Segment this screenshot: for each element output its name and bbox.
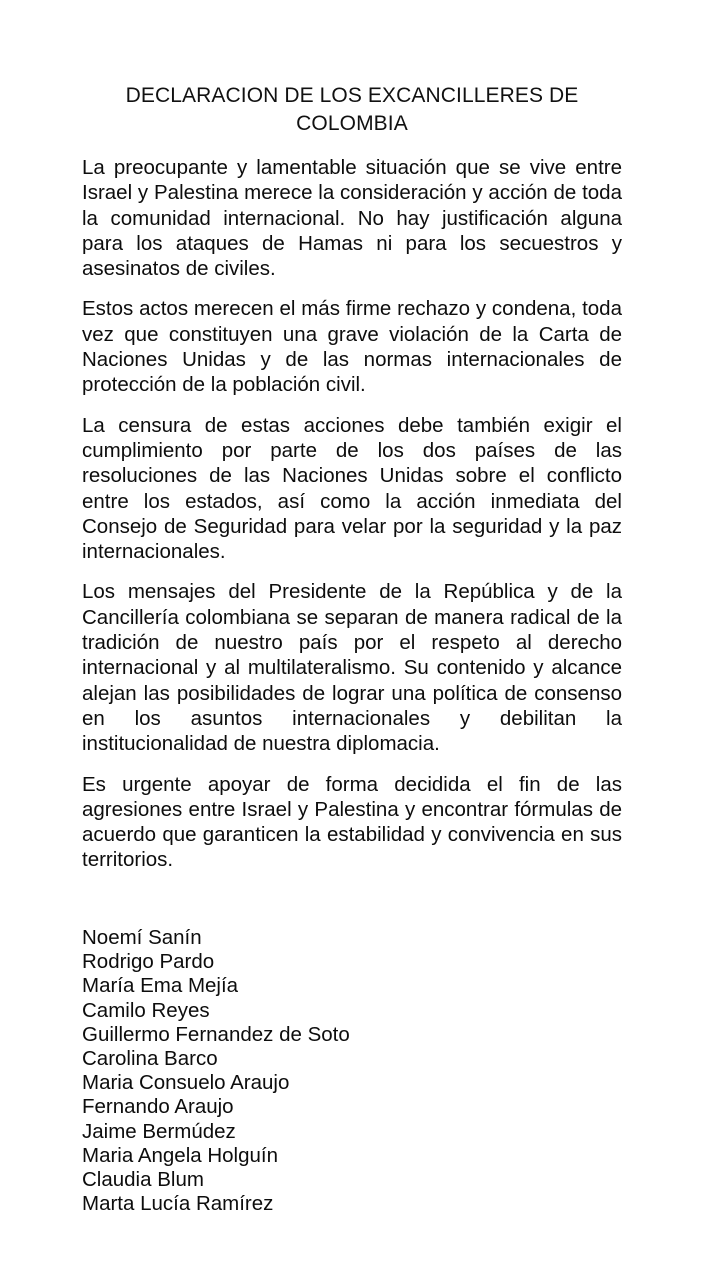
list-item: Carolina Barco [82, 1047, 218, 1071]
signatory-list [82, 926, 622, 1216]
list-item: Guillermo Fernandez de Soto [82, 1022, 350, 1046]
list-item: Maria Consuelo Araujo [82, 1071, 290, 1095]
paragraph: Los mensajes del Presidente de la República y de la Cancillería colombiana se separan de manera radical de la tradición de nuestro país por el respeto al derecho internacional y al multilateralismo. Su contenido y alcance alejan las posibilidades de lograr una política de consenso en los asuntos internacionales y debilitan la institucionalidad de nuestra diplomacia. [82, 580, 622, 756]
list-item: Camilo Reyes [82, 998, 210, 1022]
page-title: DECLARACION DE LOS EXCANCILLERES DE COLOMBIA [125, 84, 579, 135]
paragraph: La censura de estas acciones debe también exigir el cumplimiento por parte de los dos países de las resoluciones de las Naciones Unidas sobre el conflicto entre los estados, así como la acción inmediata del Consejo de Seguridad para velar por la seguridad y la paz internacionales. [82, 413, 622, 564]
paragraph: Estos actos merecen el más firme rechazo y condena, toda vez que constituyen una grave violación de la Carta de Naciones Unidas y de las normas internacionales de protección de la población civil. [82, 297, 622, 397]
document-body [82, 155, 622, 873]
list-item: María Ema Mejía [82, 974, 239, 998]
list-item: Fernando Araujo [82, 1095, 234, 1119]
list-item: Jaime Bermúdez [82, 1119, 236, 1143]
list-item: Maria Angela Holguín [82, 1143, 279, 1167]
list-item: Rodrigo Pardo [82, 950, 215, 974]
list-item: Noemí Sanín [82, 926, 202, 949]
paragraph: La preocupante y lamentable situación que se vive entre Israel y Palestina merece la consideración y acción de toda la comunidad internacional. No hay justificación alguna para los ataques de Hamas ni para los secuestros y asesinatos de civiles. [82, 156, 622, 281]
list-item: Marta Lucía Ramírez [82, 1192, 274, 1216]
list-item: Claudia Blum [82, 1168, 204, 1192]
paragraph: Es urgente apoyar de forma decidida el fin de las agresiones entre Israel y Palestina y encontrar fórmulas de acuerdo que garanticen la estabilidad y convivencia en sus territorios. [82, 772, 622, 872]
